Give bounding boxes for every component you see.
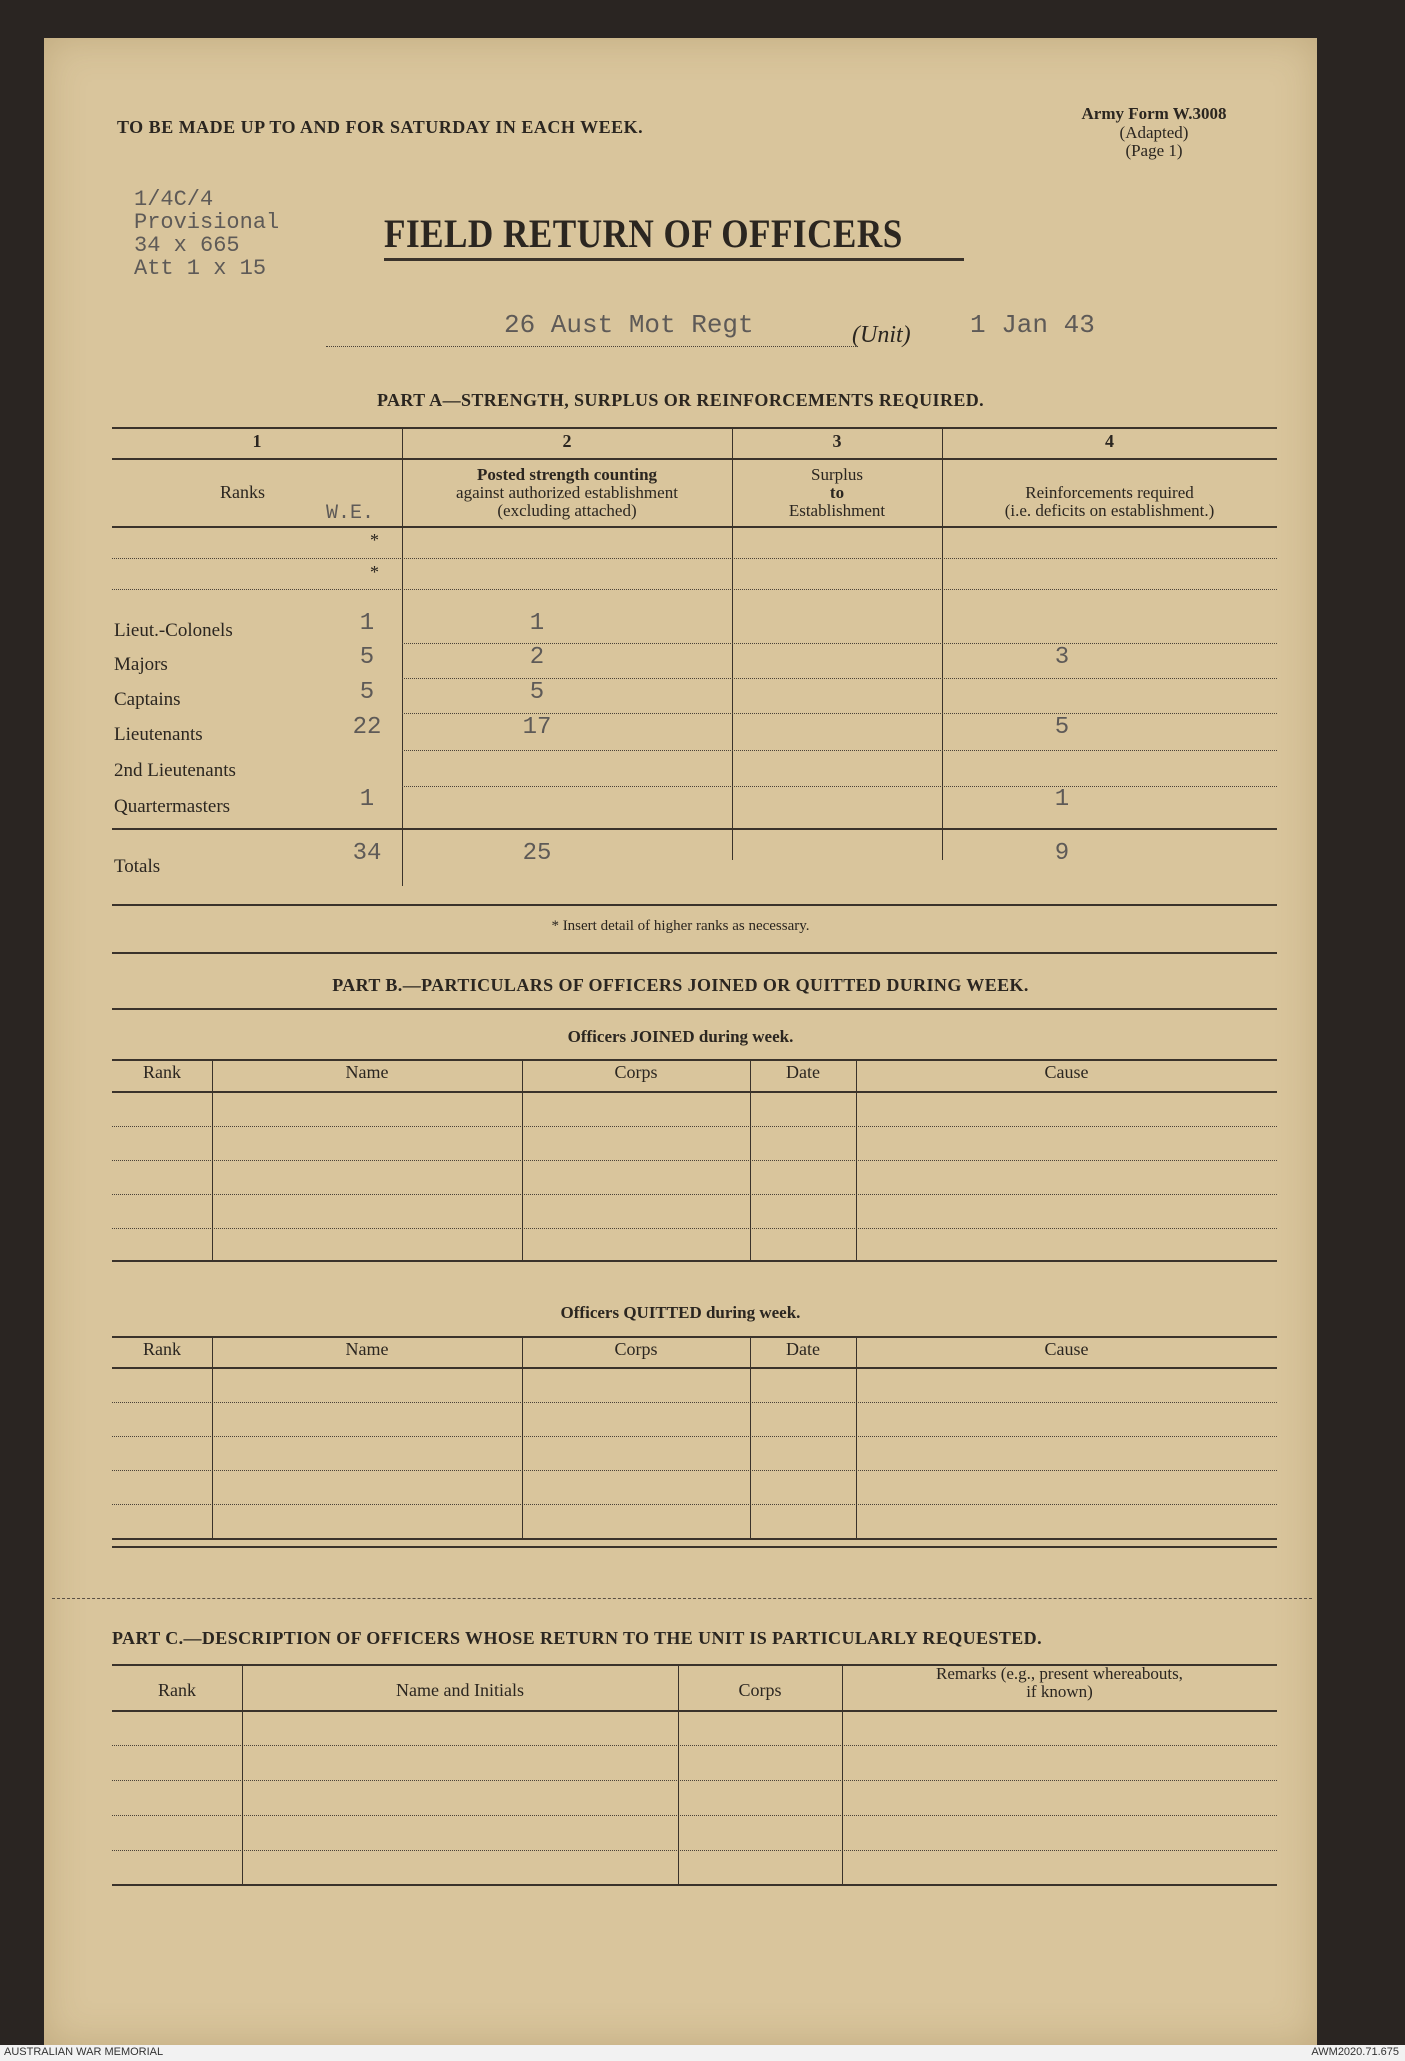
document-page bbox=[44, 38, 1317, 2045]
joined-title: Officers JOINED during week. bbox=[567, 1027, 794, 1046]
column-header: Rank bbox=[158, 1680, 196, 1700]
unit-label: (Unit) bbox=[852, 322, 911, 348]
column-header: Cause bbox=[1044, 1062, 1089, 1082]
part-a-heading: PART A—STRENGTH, SURPLUS OR REINFORCEMENTS REQUIRED. bbox=[376, 390, 985, 410]
reinforcements-header: Reinforcements required (i.e. deficits on establishment.) bbox=[1004, 483, 1215, 520]
form-page: (Page 1) bbox=[1125, 141, 1183, 160]
totals-row: Totals 34 25 9 bbox=[114, 840, 1070, 877]
tear-line bbox=[52, 1598, 1312, 1599]
part-b-heading: PART B.—PARTICULARS OF OFFICERS JOINED OR QUITTED DURING WEEK. bbox=[332, 975, 1029, 995]
return-date: 1 Jan 43 bbox=[970, 310, 1095, 340]
column-header: Date bbox=[786, 1062, 820, 1082]
column-header: Name bbox=[345, 1339, 389, 1359]
column-header: Rank bbox=[143, 1339, 181, 1359]
table-row: Quartermasters 1 1 bbox=[114, 786, 1070, 817]
typed-note: 1/4C/4 Provisional 34 x 665 Att 1 x 15 bbox=[134, 187, 280, 281]
table-row: 2nd Lieutenants bbox=[114, 760, 236, 781]
footer-left: AUSTRALIAN WAR MEMORIAL bbox=[4, 2046, 164, 2058]
remarks-header: Remarks (e.g., present whereabouts, if known) bbox=[936, 1664, 1183, 1701]
posted-header: Posted strength counting against authorized establishment (excluding attached) bbox=[456, 465, 678, 520]
page-title: FIELD RETURN OF OFFICERS bbox=[384, 211, 903, 256]
col-number-3: 3 bbox=[832, 431, 842, 451]
col-number-1: 1 bbox=[252, 431, 262, 451]
ranks-header: Ranks bbox=[220, 482, 265, 502]
unit-value: 26 Aust Mot Regt bbox=[504, 310, 754, 340]
column-header: Corps bbox=[738, 1680, 782, 1700]
col-number-2: 2 bbox=[562, 431, 572, 451]
form-id: Army Form W.3008 bbox=[1081, 104, 1227, 123]
form-adapted: (Adapted) bbox=[1119, 123, 1189, 142]
table-row: Captains 5 5 bbox=[114, 679, 545, 710]
table-row: Majors 5 2 3 bbox=[114, 644, 1070, 675]
surplus-header: Surplus to Establishment bbox=[788, 465, 886, 520]
archive-footer bbox=[0, 2045, 1405, 2061]
column-header: Cause bbox=[1044, 1339, 1089, 1359]
column-header: Corps bbox=[614, 1339, 658, 1359]
asterisk-mark: * bbox=[370, 530, 379, 550]
footer-right: AWM2020.71.675 bbox=[1311, 2046, 1399, 2058]
footnote: * Insert detail of higher ranks as necessary. bbox=[551, 918, 810, 934]
column-header: Rank bbox=[143, 1062, 181, 1082]
column-header: Name bbox=[345, 1062, 389, 1082]
column-header: Name and Initials bbox=[396, 1680, 524, 1700]
part-c-heading: PART C.—DESCRIPTION OF OFFICERS WHOSE RETURN TO THE UNIT IS PARTICULARLY REQUESTED. bbox=[112, 1628, 1042, 1648]
instruction-text: TO BE MADE UP TO AND FOR SATURDAY IN EACH WEEK. bbox=[117, 117, 644, 137]
table-row: Lieutenants 22 17 5 bbox=[114, 714, 1070, 745]
col-number-4: 4 bbox=[1105, 431, 1114, 451]
we-header: W.E. bbox=[326, 502, 375, 525]
asterisk-mark: * bbox=[370, 562, 379, 582]
column-header: Date bbox=[786, 1339, 820, 1359]
quitted-title: Officers QUITTED during week. bbox=[560, 1303, 801, 1322]
table-row: Lieut.-Colonels 1 1 bbox=[114, 610, 545, 641]
column-header: Corps bbox=[614, 1062, 658, 1082]
